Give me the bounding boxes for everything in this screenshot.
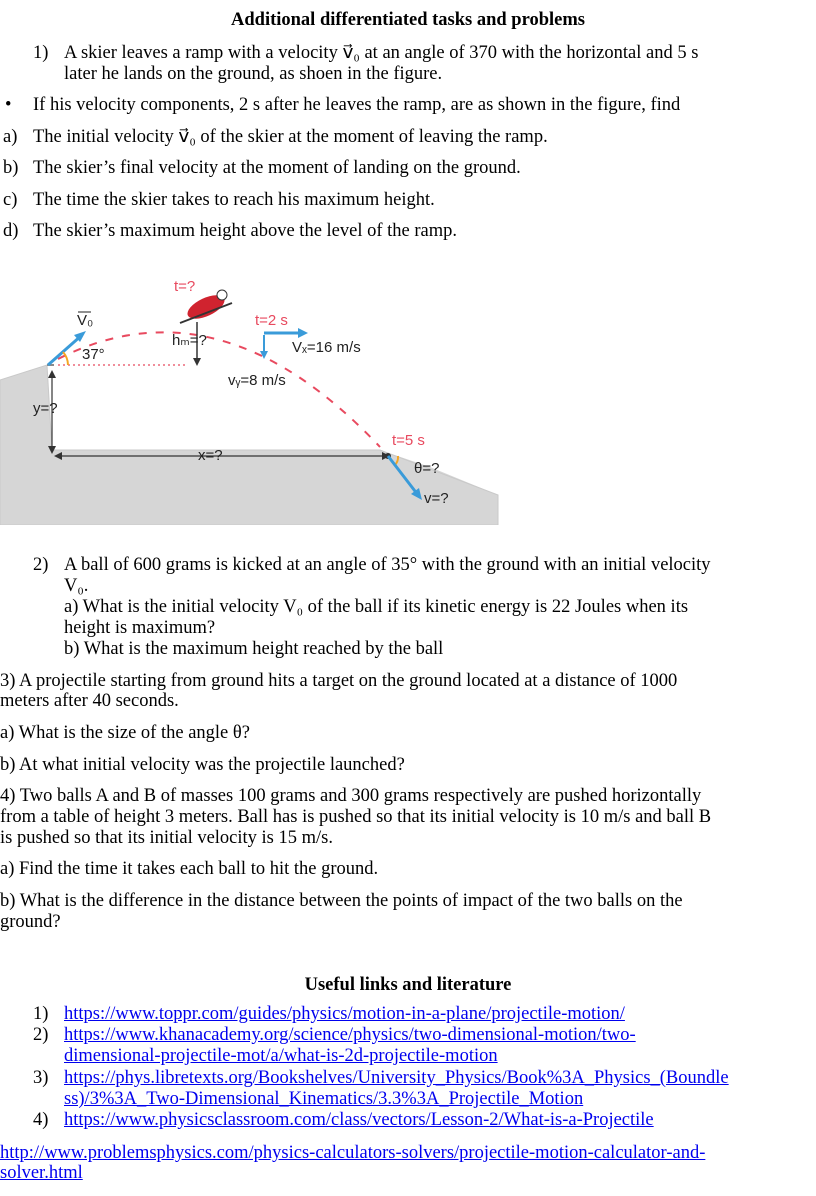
problem-3-b: b) At what initial velocity was the projectile launched?	[0, 755, 405, 775]
item-mark-a: a)	[3, 127, 18, 147]
problem-4-b-2: ground?	[0, 912, 61, 932]
problem-1-line-1: A skier leaves a ramp with a velocity v⃗₀ at an angle of 370 with the horizontal and 5 s	[64, 43, 699, 63]
label-x: x=?	[198, 447, 223, 464]
label-vy: vᵧ=8 m/s	[228, 372, 286, 389]
skier-icon	[180, 290, 232, 324]
link-2-line-2[interactable]: dimensional-projectile-mot/a/what-is-2d-projectile-motion	[64, 1046, 498, 1066]
item-b: The skier’s final velocity at the moment of landing on the ground.	[33, 158, 521, 178]
page-title: Additional differentiated tasks and problems	[231, 10, 585, 30]
link-3-number: 3)	[33, 1068, 49, 1088]
problem-3-a: a) What is the size of the angle θ?	[0, 723, 250, 743]
label-v0: V₀	[77, 312, 94, 329]
link-2-number: 2)	[33, 1025, 49, 1045]
item-d: The skier’s maximum height above the level of the ramp.	[33, 221, 458, 241]
label-t5: t=5 s	[392, 432, 425, 449]
link-1-number: 1)	[33, 1004, 49, 1024]
item-c: The time the skier takes to reach his maximum height.	[33, 190, 435, 210]
problem-2-line-2: V₀.	[64, 576, 89, 596]
link-4[interactable]: https://www.physicsclassroom.com/class/vectors/Lesson-2/What-is-a-Projectile	[64, 1110, 654, 1130]
label-y: y=?	[33, 400, 58, 417]
problem-2-line-1: A ball of 600 grams is kicked at an angle of 35° with the ground with an initial velocity	[64, 555, 711, 575]
problem-2-number: 2)	[33, 555, 49, 575]
problem-4-b-1: b) What is the difference in the distance between the points of impact of the two balls on the	[0, 891, 683, 911]
link-4-number: 4)	[33, 1110, 49, 1130]
problem-2-b: b) What is the maximum height reached by the ball	[64, 639, 444, 659]
skier-figure	[0, 267, 516, 525]
problem-1-bullet: If his velocity components, 2 s after he leaves the ramp, are as shown in the figure, find	[33, 95, 681, 115]
problem-2-a-1: a) What is the initial velocity V₀ of the ball if its kinetic energy is 22 Joules when its	[64, 597, 689, 617]
extra-link-line-2[interactable]: solver.html	[0, 1163, 83, 1183]
label-vx: Vₓ=16 m/s	[292, 339, 361, 356]
label-hm: hₘ=?	[172, 332, 207, 349]
label-theta: θ=?	[414, 460, 440, 477]
link-2-line-1[interactable]: https://www.khanacademy.org/science/physics/two-dimensional-motion/two-	[64, 1025, 636, 1045]
label-v: v=?	[424, 490, 449, 507]
problem-4-line-2: from a table of height 3 meters. Ball has is pushed so that its initial velocity is 10 m/s and ball B	[0, 807, 712, 827]
problem-4-line-3: is pushed so that its initial velocity is 15 m/s.	[0, 828, 333, 848]
extra-link-line-1[interactable]: http://www.problemsphysics.com/physics-calculators-solvers/projectile-motion-calculator-and-	[0, 1143, 706, 1163]
problem-4-line-1: 4) Two balls A and B of masses 100 grams and 300 grams respectively are pushed horizontally	[0, 786, 702, 806]
link-3-line-2[interactable]: ss)/3%3A_Two-Dimensional_Kinematics/3.3%3A_Projectile_Motion	[64, 1089, 584, 1109]
bullet-mark: •	[5, 95, 12, 115]
item-a: The initial velocity v⃗₀ of the skier at the moment of leaving the ramp.	[33, 127, 548, 147]
problem-1-number: 1)	[33, 43, 49, 63]
links-title: Useful links and literature	[304, 975, 512, 995]
problem-4-a: a) Find the time it takes each ball to hit the ground.	[0, 859, 379, 879]
label-t2: t=2 s	[255, 312, 288, 329]
item-mark-d: d)	[3, 221, 19, 241]
problem-3-line-1: 3) A projectile starting from ground hits a target on the ground located at a distance of 1000	[0, 671, 678, 691]
link-1[interactable]: https://www.toppr.com/guides/physics/motion-in-a-plane/projectile-motion/	[64, 1004, 625, 1024]
label-t-top: t=?	[174, 278, 196, 295]
link-3-line-1[interactable]: https://phys.libretexts.org/Bookshelves/University_Physics/Book%3A_Physics_(Boundle	[64, 1068, 729, 1088]
label-angle: 37°	[82, 346, 105, 363]
problem-1-line-2: later he lands on the ground, as shoen in the figure.	[64, 64, 443, 84]
problem-2-a-2: height is maximum?	[64, 618, 216, 638]
item-mark-b: b)	[3, 158, 19, 178]
item-mark-c: c)	[3, 190, 18, 210]
problem-3-line-2: meters after 40 seconds.	[0, 691, 179, 711]
